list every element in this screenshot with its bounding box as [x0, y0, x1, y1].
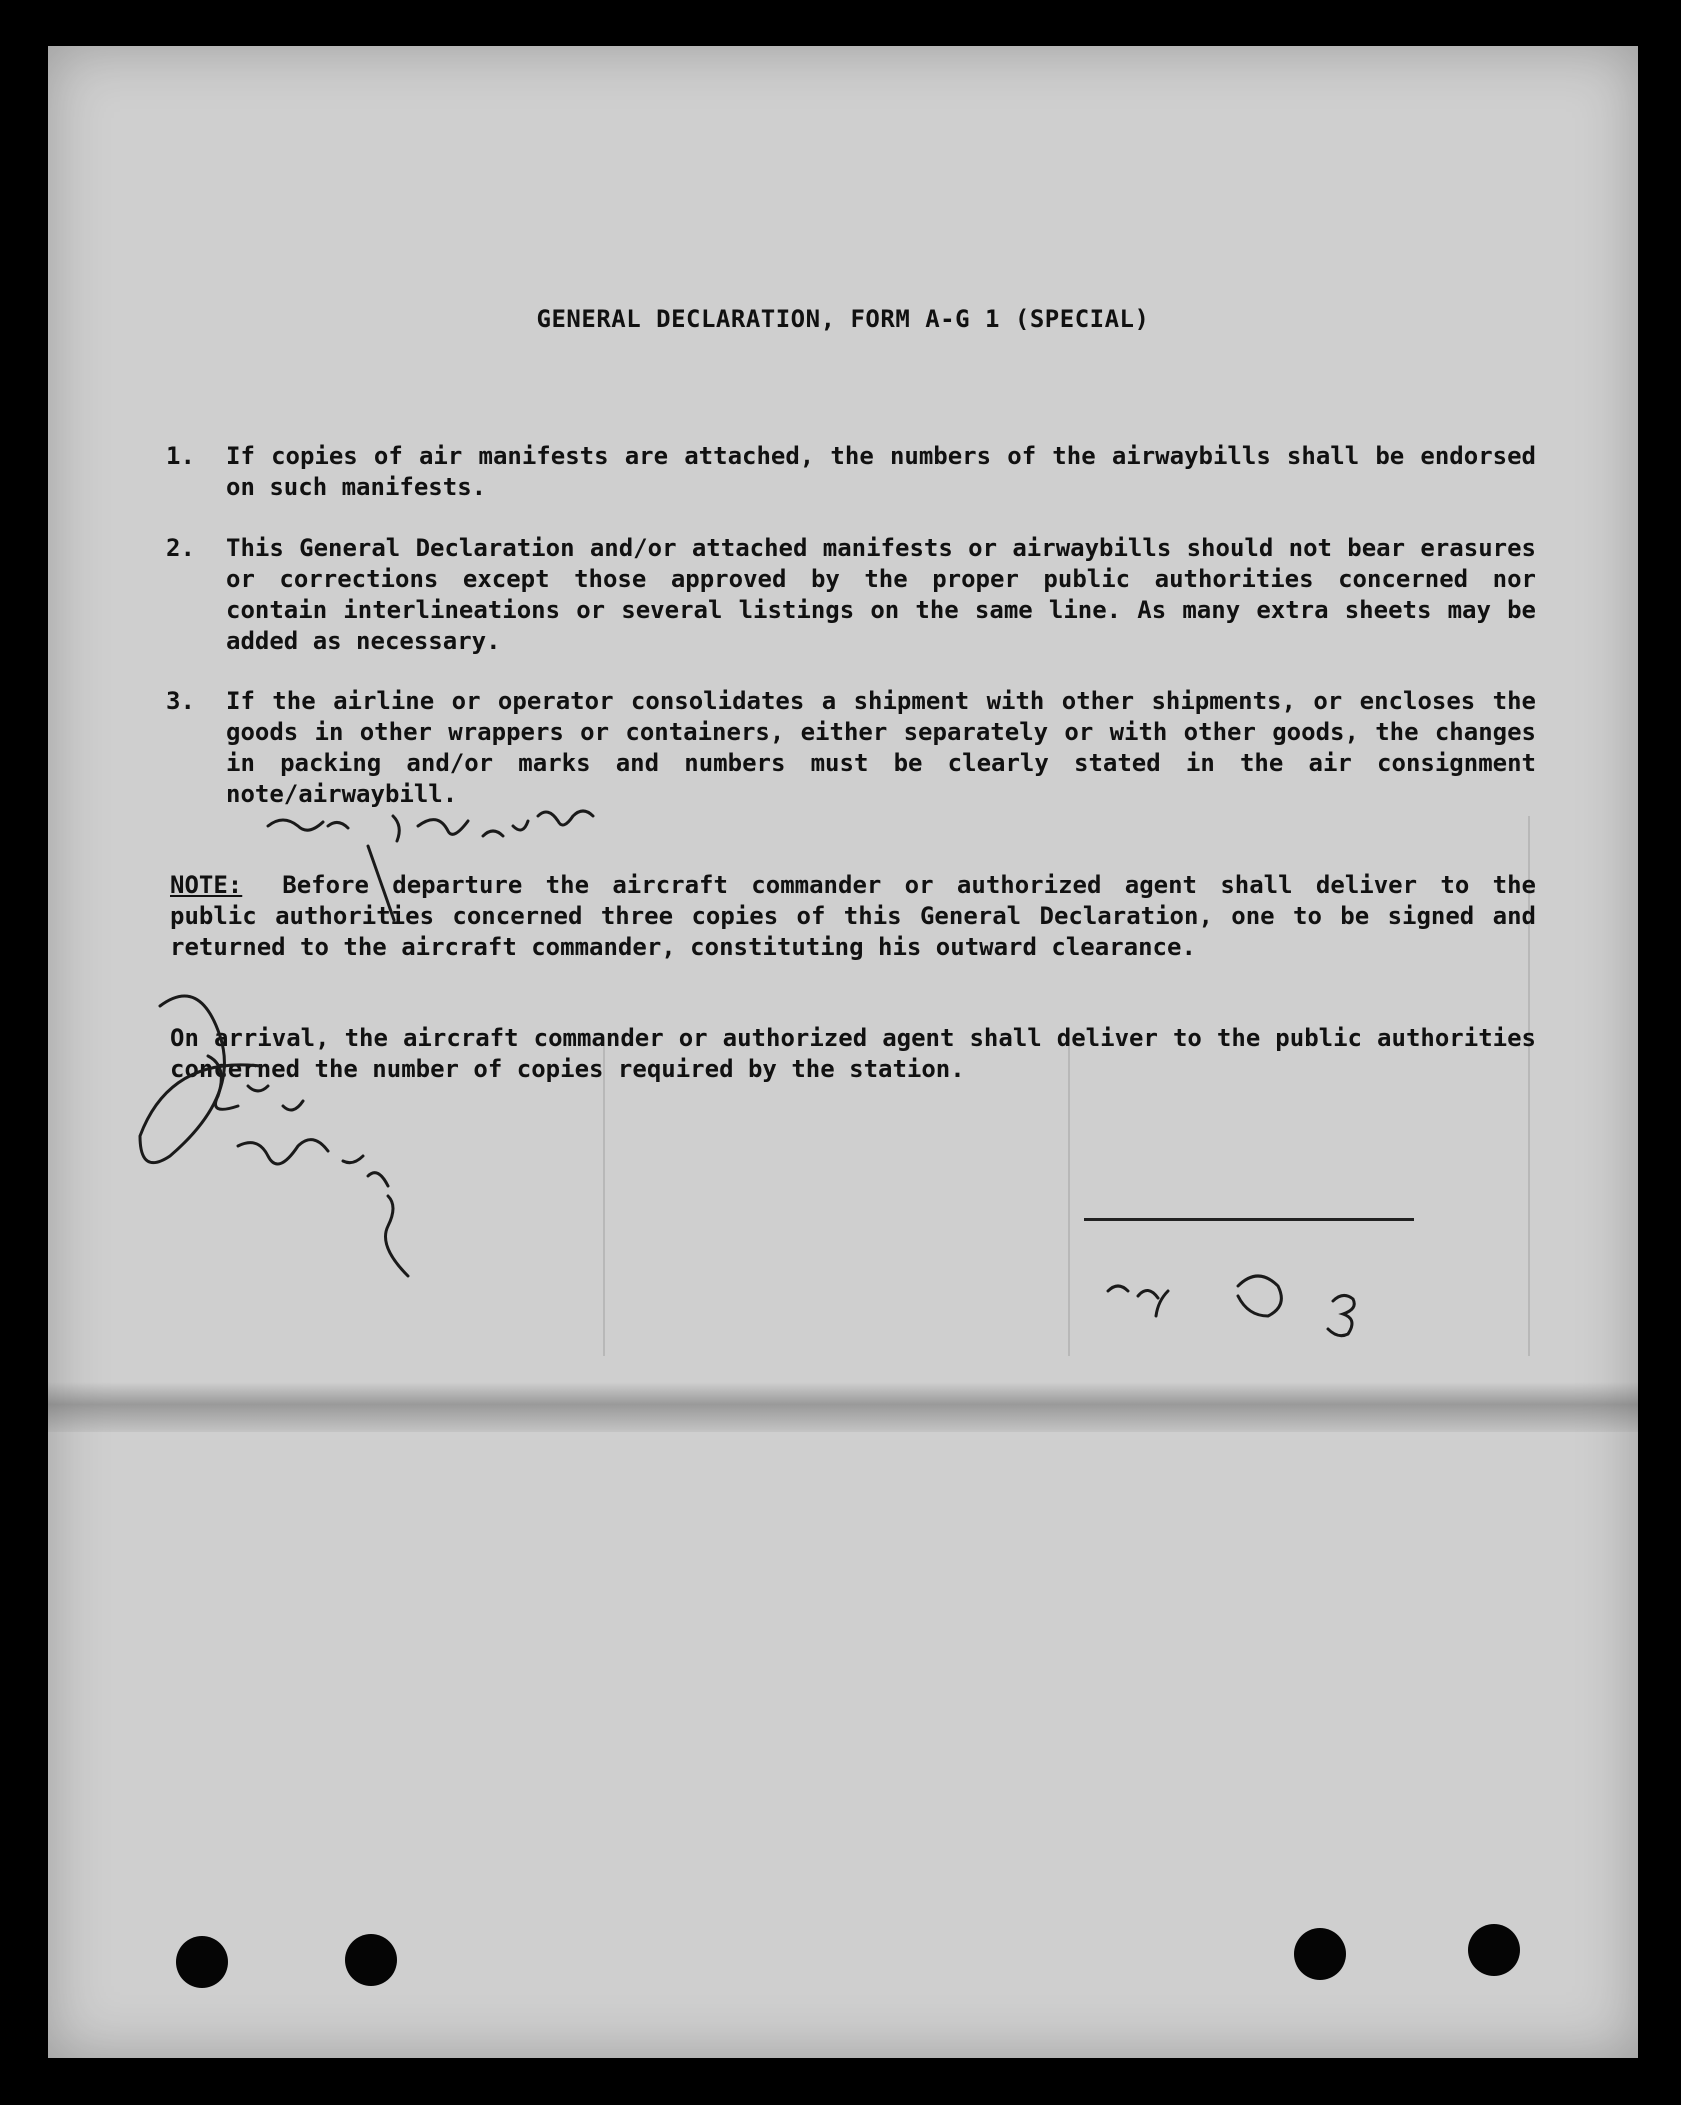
- item-text: If the airline or operator consolidates a shipment with other shipments, or encloses the goods in other wrappers or containers, either separately or with other goods, the changes in packing and/or marks and numbers must be clearly stated in the air consignment note/airwaybill.: [226, 687, 1536, 808]
- note-paragraph: [170, 870, 1536, 963]
- document-page: [48, 46, 1638, 2058]
- list-item: [166, 533, 1536, 657]
- signature-line: [1084, 1218, 1414, 1221]
- page-fold: [48, 1382, 1638, 1432]
- note-text: Before departure the aircraft commander or authorized agent shall deliver to the public authorities concerned three copies of this General Declaration, one to be signed and returned to the aircraft commander, constituting his outward clearance.: [170, 871, 1536, 961]
- note-label: NOTE:: [170, 871, 243, 899]
- item-number: 2.: [166, 534, 195, 562]
- item-number: 3.: [166, 687, 195, 715]
- item-number: 1.: [166, 442, 195, 470]
- bleed-through-rule: [603, 1046, 605, 1356]
- punch-hole: [1468, 1924, 1520, 1976]
- item-text: This General Declaration and/or attached manifests or airwaybills should not bear erasures or corrections except those approved by the proper public authorities concerned nor contain interlineations or several listings on the same line. As many extra sheets may be added as necessary.: [226, 534, 1536, 655]
- arrival-paragraph: On arrival, the aircraft commander or authorized agent shall deliver to the public authorities concerned the number of copies required by the station.: [170, 1024, 1536, 1083]
- item-text: If copies of air manifests are attached, the numbers of the airwaybills shall be endorsed on such manifests.: [226, 442, 1536, 501]
- bleed-through-rule: [1068, 1046, 1070, 1356]
- list-item: [166, 441, 1536, 503]
- document-title: GENERAL DECLARATION, FORM A-G 1 (SPECIAL): [536, 305, 1150, 333]
- punch-hole: [345, 1934, 397, 1986]
- list-item: [166, 686, 1536, 810]
- punch-hole: [176, 1936, 228, 1988]
- punch-hole: [1294, 1928, 1346, 1980]
